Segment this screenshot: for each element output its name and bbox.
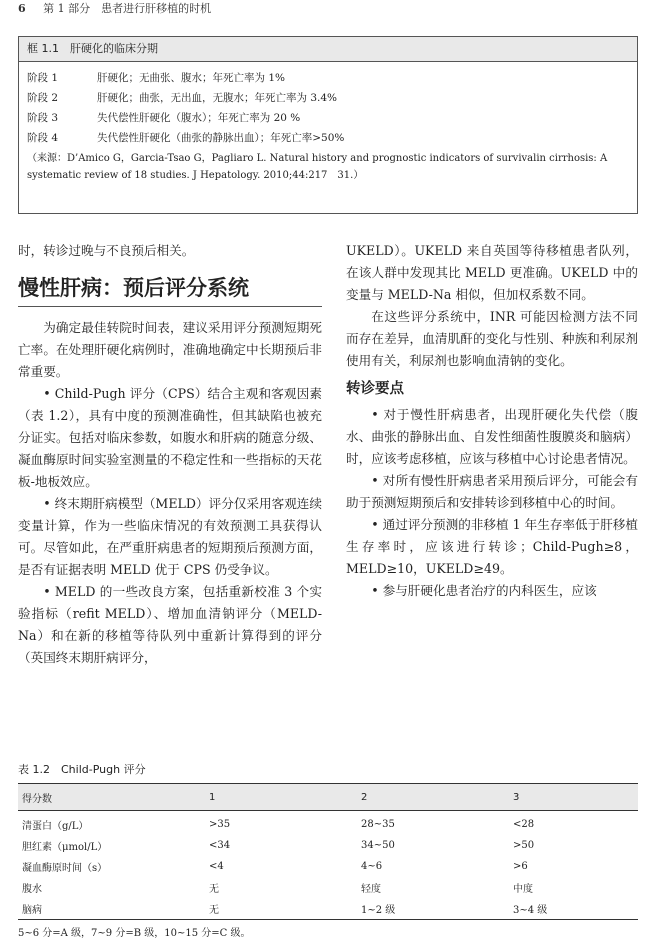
table-row [18,877,638,898]
table-cell: 胆红素（μmol/L） [22,842,108,853]
bullet-item: • 对于慢性肝病患者，出现肝硬化失代偿（腹水、曲张的静脉出血、自发性细菌性腹膜炎和脑病）时，应该考虑移植，应该与移植中心讨论患者情况。 [346,407,638,466]
paragraph: • 终末期肝病模型（MELD）评分仅采用客观连续变量计算，作为一些临床情况的有效预测工具获得认可。尽管如此，在严重肝病患者的短期预后预测方面，是否有证据表明 MELD 优于 CPS 仍受争议。 [18,496,322,577]
paragraph: UKELD）。UKELD 来自英国等待移植患者队列，在该人群中发现其比 MELD 更准确。UKELD 中的变量与 MELD-Na 相似，但加权系数不同。 [346,243,638,302]
intro-text: 时，转诊过晚与不良预后相关。 [18,243,195,258]
table-row [18,898,638,920]
stage-label: 阶段 4 [27,132,59,144]
table-cell: 3~4 级 [512,898,638,920]
subheading: 转诊要点 [346,381,404,397]
paragraph: • Child-Pugh 评分（CPS）结合主观和客观因素（表 1.2），具有中度的预测准确性，但其缺陷也被充分证实。包括对临床参数，如腹水和肝病的随意分级、凝血酶原时间实验室测量的不稳定性和一些指标的天花板-地板效应。 [18,386,322,489]
page-number: 6 [18,2,26,15]
bullet-item: • 对所有慢性肝病患者采用预后评分，可能会有助于预测短期预后和安排转诊到移植中心的时间。 [346,473,638,510]
stage-item [19,108,637,128]
paragraph: • MELD 的一些改良方案，包括重新校准 3 个实验指标（refit MELD）、增加血清钠评分（MELD-Na）和在新的移植等待队列中重新计算得到的评分（英国终末期肝病评分， [18,584,322,665]
stage-label: 阶段 1 [27,72,59,84]
box-cirrhosis-stages [18,36,638,214]
table-cell: 1~2 级 [360,898,512,920]
table-cell: 中度 [513,884,533,895]
stage-item [19,88,637,108]
bullet-item: • 通过评分预测的非移植 1 年生存率低于肝移植生存率时，应该进行转诊；Child-Pugh≥8，MELD≥10，UKELD≥49。 [346,517,638,576]
stage-item [19,128,637,148]
table-cell: >35 [209,819,231,830]
stage-text: 肝硬化；曲张，无出血，无腹水；年死亡率为 3.4% [97,92,338,104]
paragraph: 在这些评分系统中，INR 可能因检测方法不同而存在差异，血清肌酐的变化与性别、种族和利尿剂使用有关，利尿剂也影响血清钠的变化。 [346,309,638,368]
running-title: 第 1 部分 患者进行肝移植的时机 [43,2,212,15]
child-pugh-table [18,783,638,920]
table-cell: <4 [209,861,224,872]
table-cell: 无 [209,884,219,895]
stage-label: 阶段 3 [27,112,59,124]
running-header [18,0,638,14]
box-source: （来源：D’Amico G，Garcia-Tsao G，Pagliaro L. Natural history and prognostic indicators of survivalin cirrhosis: A systematic review of 18 studies. J Hepatology. 2010;44:217 31.） [27,153,608,181]
table-row [18,811,638,836]
table-cell: 脑病 [18,898,208,920]
table-footnote: 5~6 分=A 级，7~9 分=B 级，10~15 分=C 级。 [18,928,251,939]
table-cell: <28 [513,819,535,830]
table-cell: 4~6 [361,861,383,872]
paragraph: 为确定最佳转院时间表，建议采用评分预测短期死亡率。在处理肝硬化病例时，准确地确定中长期预后非常重要。 [18,320,322,379]
table-cell: 轻度 [361,884,381,895]
table-cell: 凝血酶原时间（s） [22,863,108,874]
table-cell: 无 [208,898,360,920]
table-header-cell: 2 [360,784,512,811]
table-header-row [18,784,638,811]
table-caption: 表 1.2 Child-Pugh 评分 [18,763,146,776]
table-header-cell: 3 [512,784,638,811]
table-row [18,835,638,856]
stage-text: 失代偿性肝硬化（曲张的静脉出血）；年死亡率>50% [97,132,345,144]
table-header-cell: 得分数 [18,784,208,811]
table-cell: >6 [513,861,528,872]
table-cell: 腹水 [22,884,42,895]
stage-text: 失代偿性肝硬化（腹水）；年死亡率为 20 % [97,112,301,124]
table-cell: 34~50 [361,840,395,851]
table-header-cell: 1 [208,784,360,811]
right-column [346,240,638,602]
stage-text: 肝硬化；无曲张、腹水；年死亡率为 1% [97,72,285,84]
table-cell: 清蛋白（g/L） [22,821,89,832]
table-cell: 28~35 [361,819,395,830]
box-title: 框 1.1 肝硬化的临床分期 [19,37,637,62]
table-row [18,856,638,877]
stage-item [19,68,637,88]
stage-label: 阶段 2 [27,92,59,104]
section-heading: 慢性肝病：预后评分系统 [18,270,322,307]
left-column [18,240,322,669]
table-cell: <34 [209,840,231,851]
table-cell: >50 [513,840,535,851]
bullet-item: • 参与肝硬化患者治疗的内科医生，应该 [371,583,597,598]
